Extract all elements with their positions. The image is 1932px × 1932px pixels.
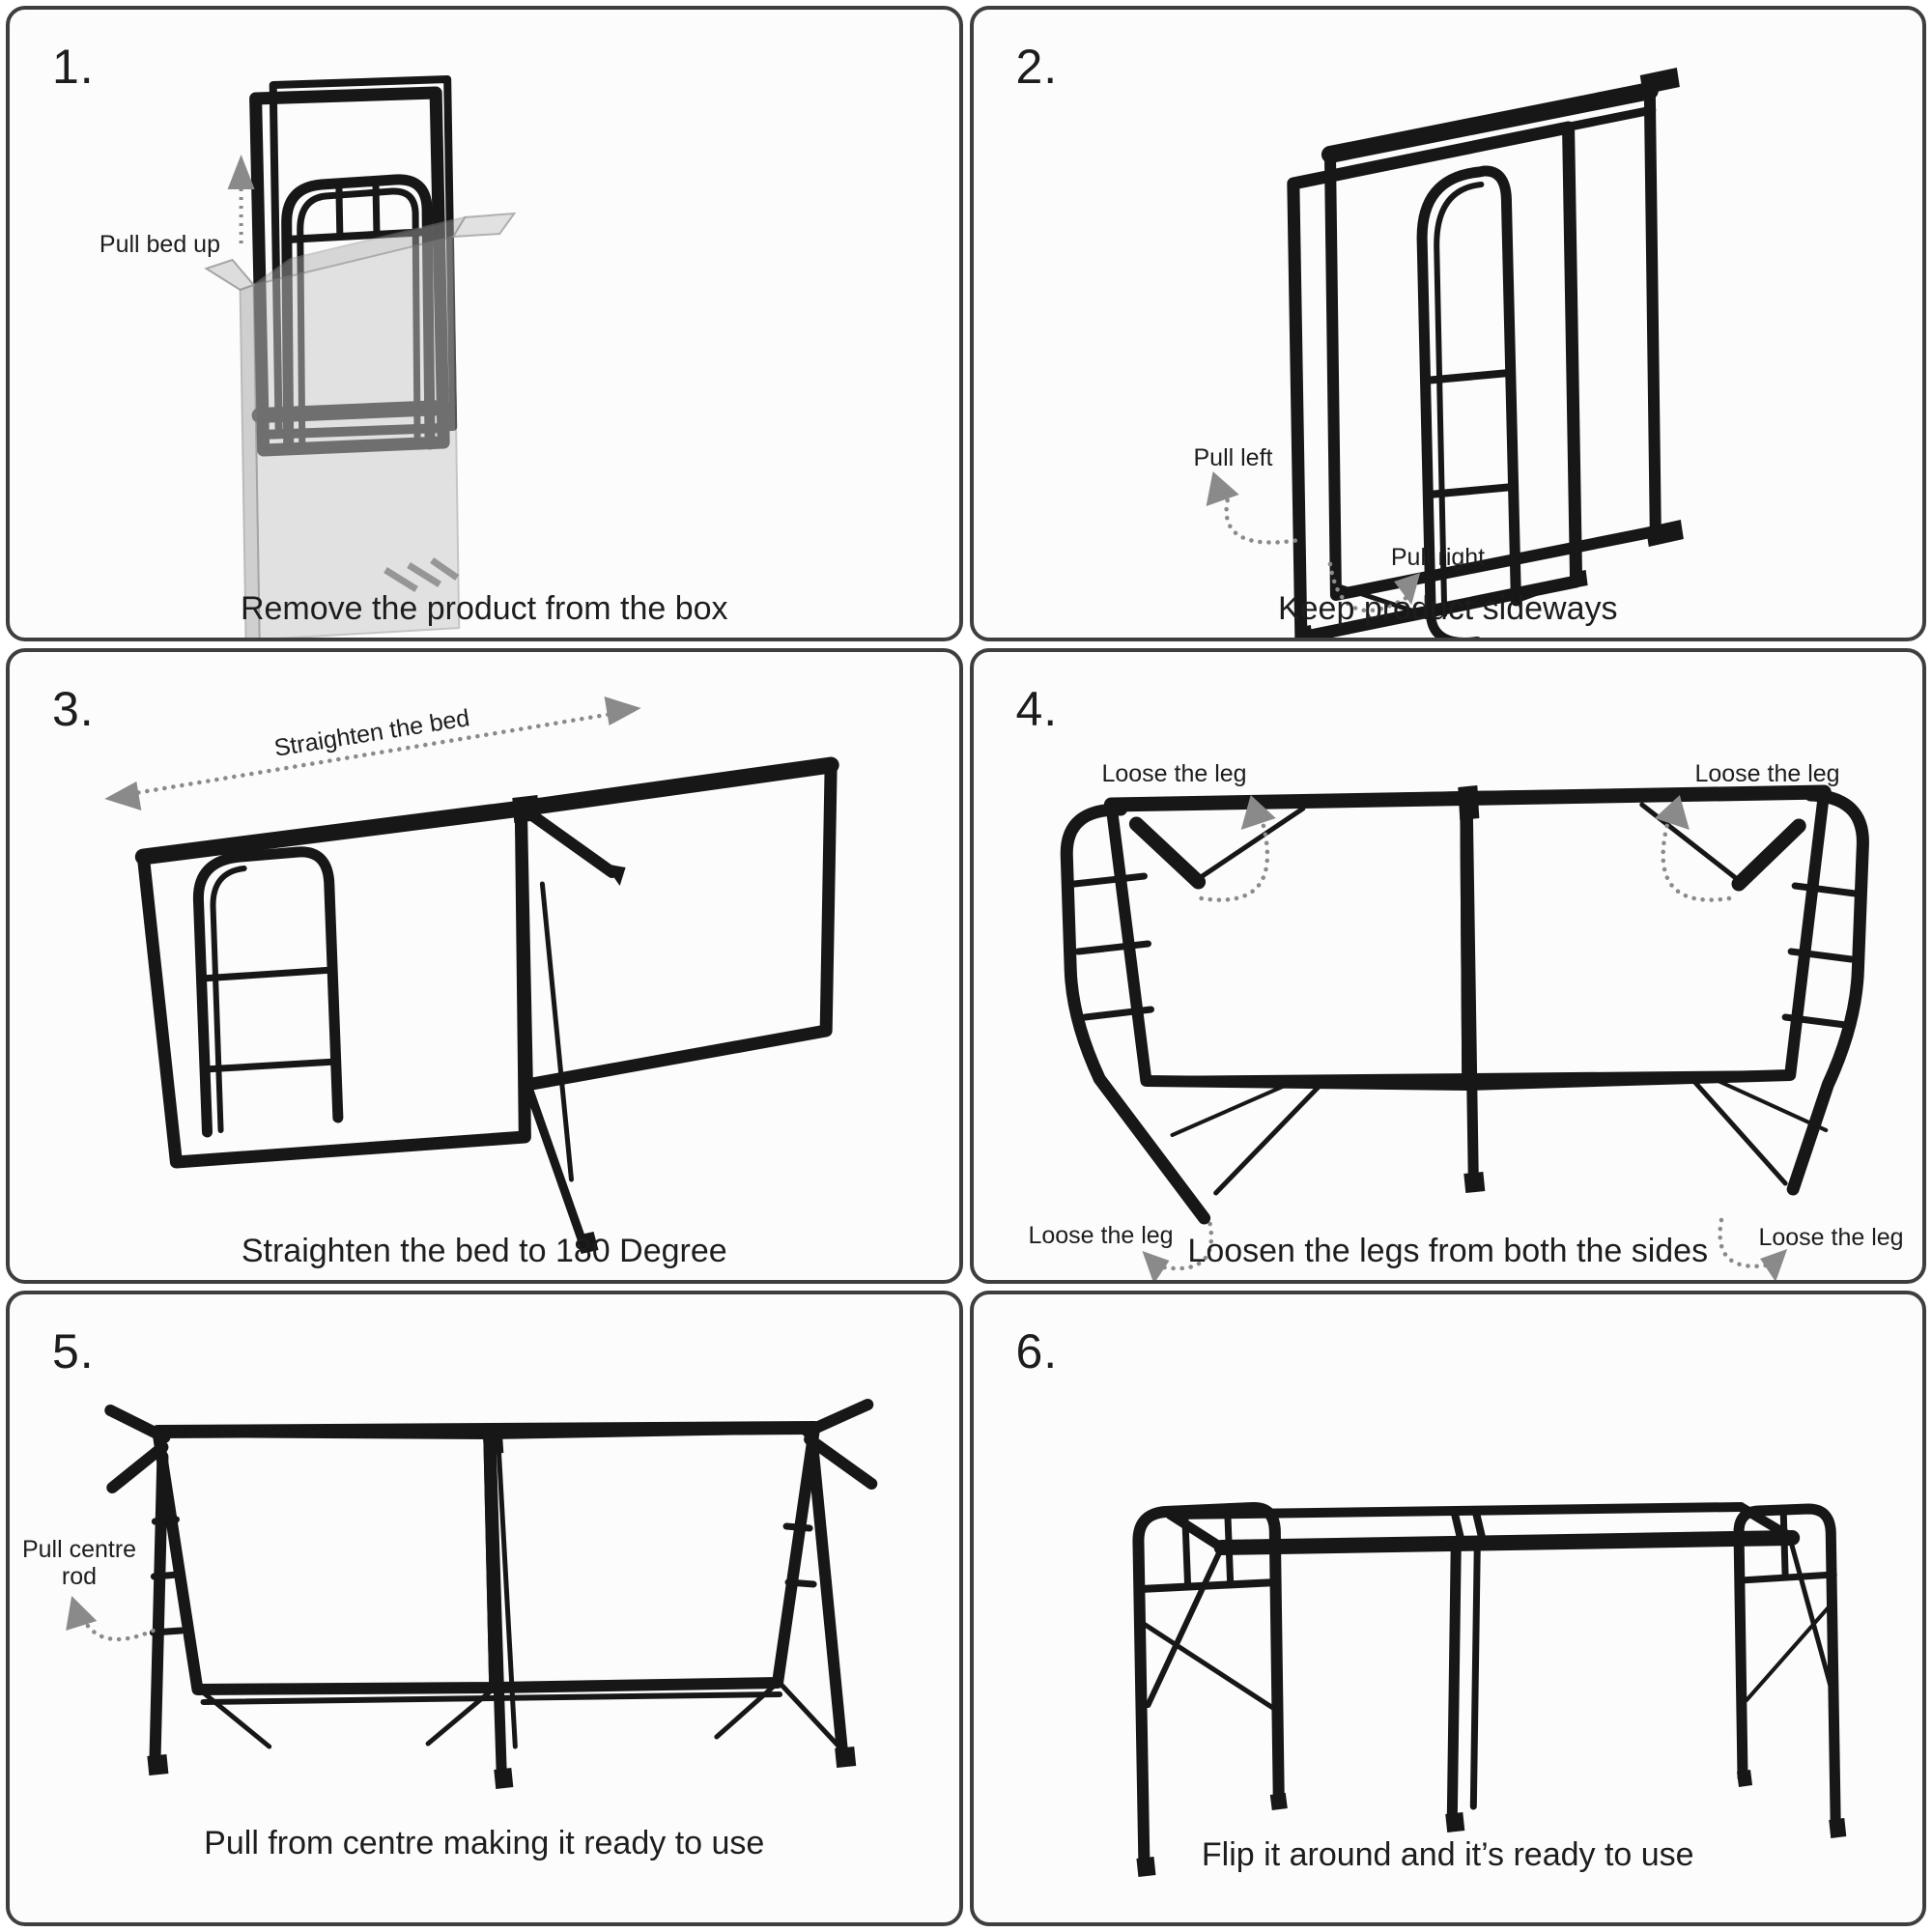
curved-arrow-icon [1206, 471, 1298, 543]
annotation-loose-the-leg-top-left: Loose the leg [1101, 760, 1247, 787]
up-arrow-icon [228, 155, 255, 243]
step-panel-1 [6, 6, 963, 641]
annotation-pull-bed-up: Pull bed up [99, 231, 220, 258]
annotation-pull-centre-rod: Pull centre rod [21, 1536, 137, 1590]
step-panel-3 [6, 648, 963, 1284]
step-caption: Straighten the bed to 180 Degree [241, 1233, 727, 1269]
step-caption: Flip it around and it’s ready to use [1201, 1836, 1694, 1873]
step-panel-2 [970, 6, 1927, 641]
step-caption: Remove the product from the box [240, 590, 728, 627]
curved-arrow-icon [1654, 795, 1728, 900]
annotation-pull-right: Pull right [1390, 544, 1486, 571]
annotation-straighten-the-bed: Straighten the bed [271, 704, 472, 762]
double-headed-arrow-icon [104, 696, 640, 810]
step-panel-6 [970, 1291, 1927, 1926]
step-6-illustration [974, 1294, 1923, 1922]
cardboard-box [207, 213, 515, 638]
step-panel-4 [970, 648, 1927, 1284]
curved-arrow-icon [1201, 795, 1275, 900]
bed-with-loosened-legs [1066, 792, 1862, 1218]
step-number: 1. [52, 40, 95, 94]
step-caption: Pull from centre making it ready to use [204, 1825, 765, 1861]
annotation-loose-the-leg-bottom-left: Loose the leg [1028, 1222, 1174, 1249]
step-3-illustration [10, 652, 959, 1280]
step-panel-5 [6, 1291, 963, 1926]
step-number: 2. [1015, 40, 1059, 94]
step-caption: Keep product sideways [1277, 590, 1618, 627]
bed-upside-down-legs-out [110, 1405, 871, 1776]
assembled-bed [1138, 1507, 1835, 1866]
step-number: 3. [52, 682, 95, 736]
step-number: 6. [1015, 1324, 1059, 1378]
step-number: 4. [1015, 682, 1059, 736]
annotation-loose-the-leg-bottom-right: Loose the leg [1758, 1224, 1904, 1251]
half-opened-bed [143, 765, 831, 1243]
annotation-pull-left: Pull left [1193, 444, 1273, 471]
curved-arrow-icon [66, 1596, 153, 1639]
step-caption: Loosen the legs from both the sides [1187, 1233, 1709, 1269]
annotation-loose-the-leg-top-right: Loose the leg [1694, 760, 1840, 787]
step-4-illustration [974, 652, 1923, 1280]
step-1-illustration [10, 10, 959, 638]
step-number: 5. [52, 1324, 95, 1378]
